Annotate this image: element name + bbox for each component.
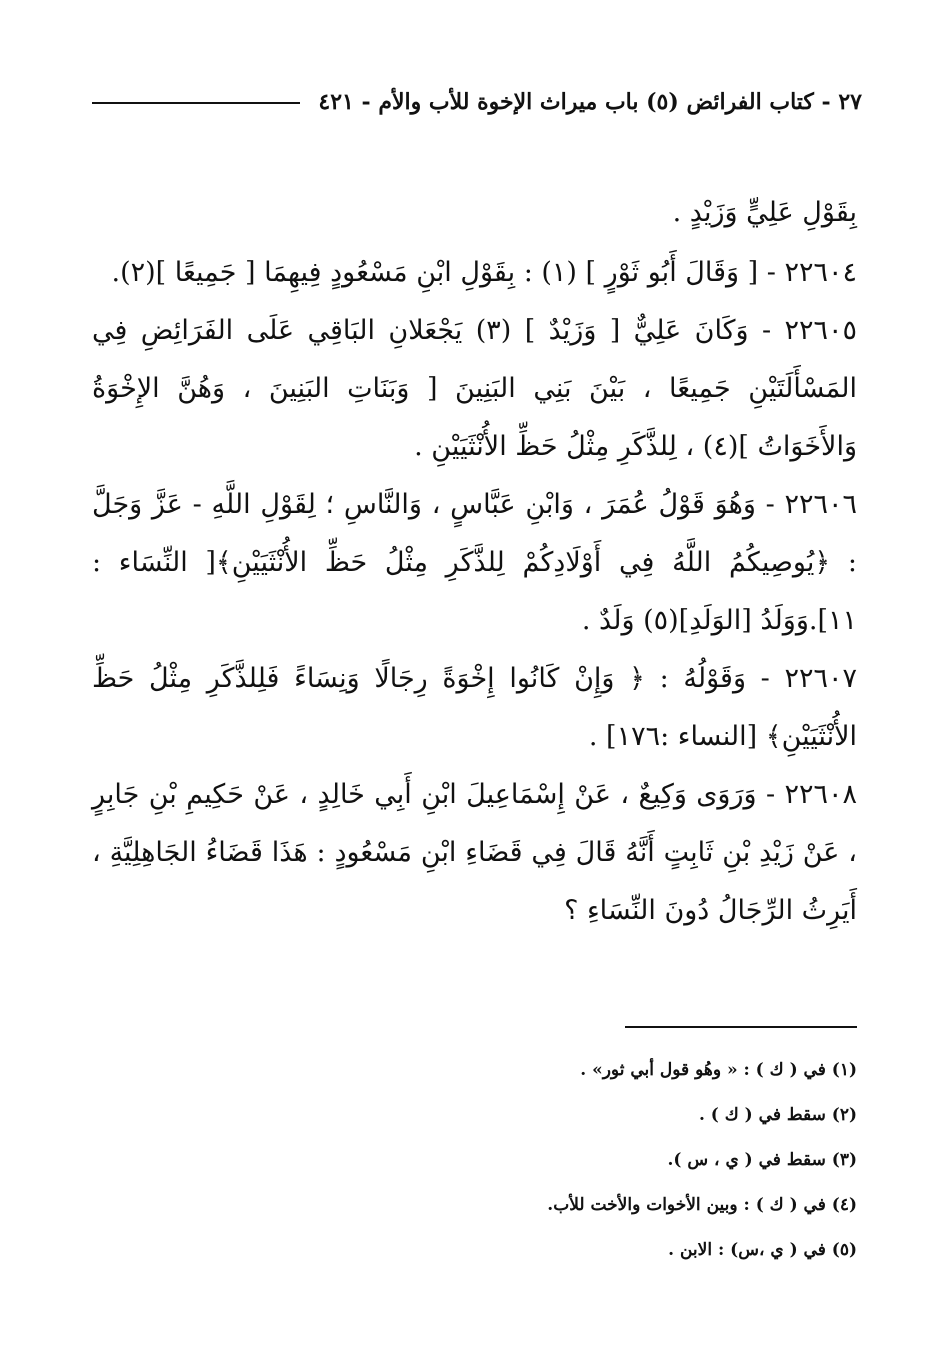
paragraph-continuation: بِقَوْلِ عَلِيٍّ وَزَيْدٍ . [672, 197, 857, 228]
footnote-1: (١) في ( ك ) : « وهُو قول أبي ثور» . [580, 1060, 857, 1080]
header-rule [92, 102, 300, 104]
footnote-3: (٣) سقط في ( ي ، س ). [667, 1150, 857, 1170]
paragraph-22607: ٢٢٦٠٧ - وَقَوْلُهُ : ﴿ وَإِنْ كَانُوا إِخْوَةً رِجَالًا وَنِسَاءً فَلِلذَّكَرِ مِثْلُ حَظِّ الأُنْثَيَيْنِ﴾ [النساء :١٧٦] . [92, 663, 857, 752]
paragraph-22608: ٢٢٦٠٨ - وَرَوَى وَكِيعٌ ، عَنْ إِسْمَاعِيلَ ابْنِ أَبِي خَالِدٍ ، عَنْ حَكِيمِ بْنِ جَابِرٍ ، عَنْ زَيْدِ بْنِ ثَابِتٍ أَنَّهُ قَالَ فِي قَضَاءِ ابْنِ مَسْعُودٍ : هَذَا قَضَاءُ الجَاهِلِيَّةِ ، أَيَرِثُ الرِّجَالُ دُونَ النِّسَاءِ ؟ [92, 779, 857, 926]
footnote-2: (٢) سقط في ( ك ) . [698, 1105, 857, 1125]
footnote-separator [625, 1026, 857, 1028]
paragraph-22605: ٢٢٦٠٥ - وَكَانَ عَلِيٌّ [ وَزَيْدٌ ] (٣) يَجْعَلانِ البَاقِي عَلَى الفَرَائِضِ فِي المَسْأَلَتَيْنِ جَمِيعًا ، بَيْنَ بَنِي البَنِينَ [ وَبَنَاتِ البَنِينَ ، وَهُنَّ الإِخْوَةُ وَالأَخَوَاتُ ](٤) ، لِلذَّكَرِ مِثْلُ حَظِّ الأُنْثَيَيْنِ . [92, 315, 857, 462]
main-text [92, 184, 857, 940]
footnote-5: (٥) في ( ي ،س) : الابن . [668, 1240, 857, 1260]
paragraph-22604: ٢٢٦٠٤ - [ وَقَالَ أَبُو ثَوْرٍ ] (١) : بِقَوْلِ ابْنِ مَسْعُودٍ فِيهِمَا [ جَمِيعًا ](٢). [111, 257, 857, 288]
footnote-4: (٤) في ( ك ) : وبين الأخوات والأخت للأب. [547, 1195, 857, 1215]
header-title: ٢٧ - كتاب الفرائض (٥) باب ميراث الإخوة للأب والأم - ٤٢١ [318, 89, 862, 115]
running-header [92, 82, 862, 122]
footnotes [92, 1048, 857, 1273]
paragraph-22606: ٢٢٦٠٦ - وَهُوَ قَوْلُ عُمَرَ ، وَابْنِ عَبَّاسٍ ، وَالنَّاسِ ؛ لِقَوْلِ اللَّهِ - عَزَّ وَجَلَّ : ﴿يُوصِيكُمُ اللَّهُ فِي أَوْلَادِكُمْ لِلذَّكَرِ مِثْلُ حَظِّ الأُنْثَيَيْنِ﴾[ النِّسَاء : ١١].وَوَلَدُ [الوَلَدِ](٥) وَلَدٌ . [92, 489, 857, 636]
